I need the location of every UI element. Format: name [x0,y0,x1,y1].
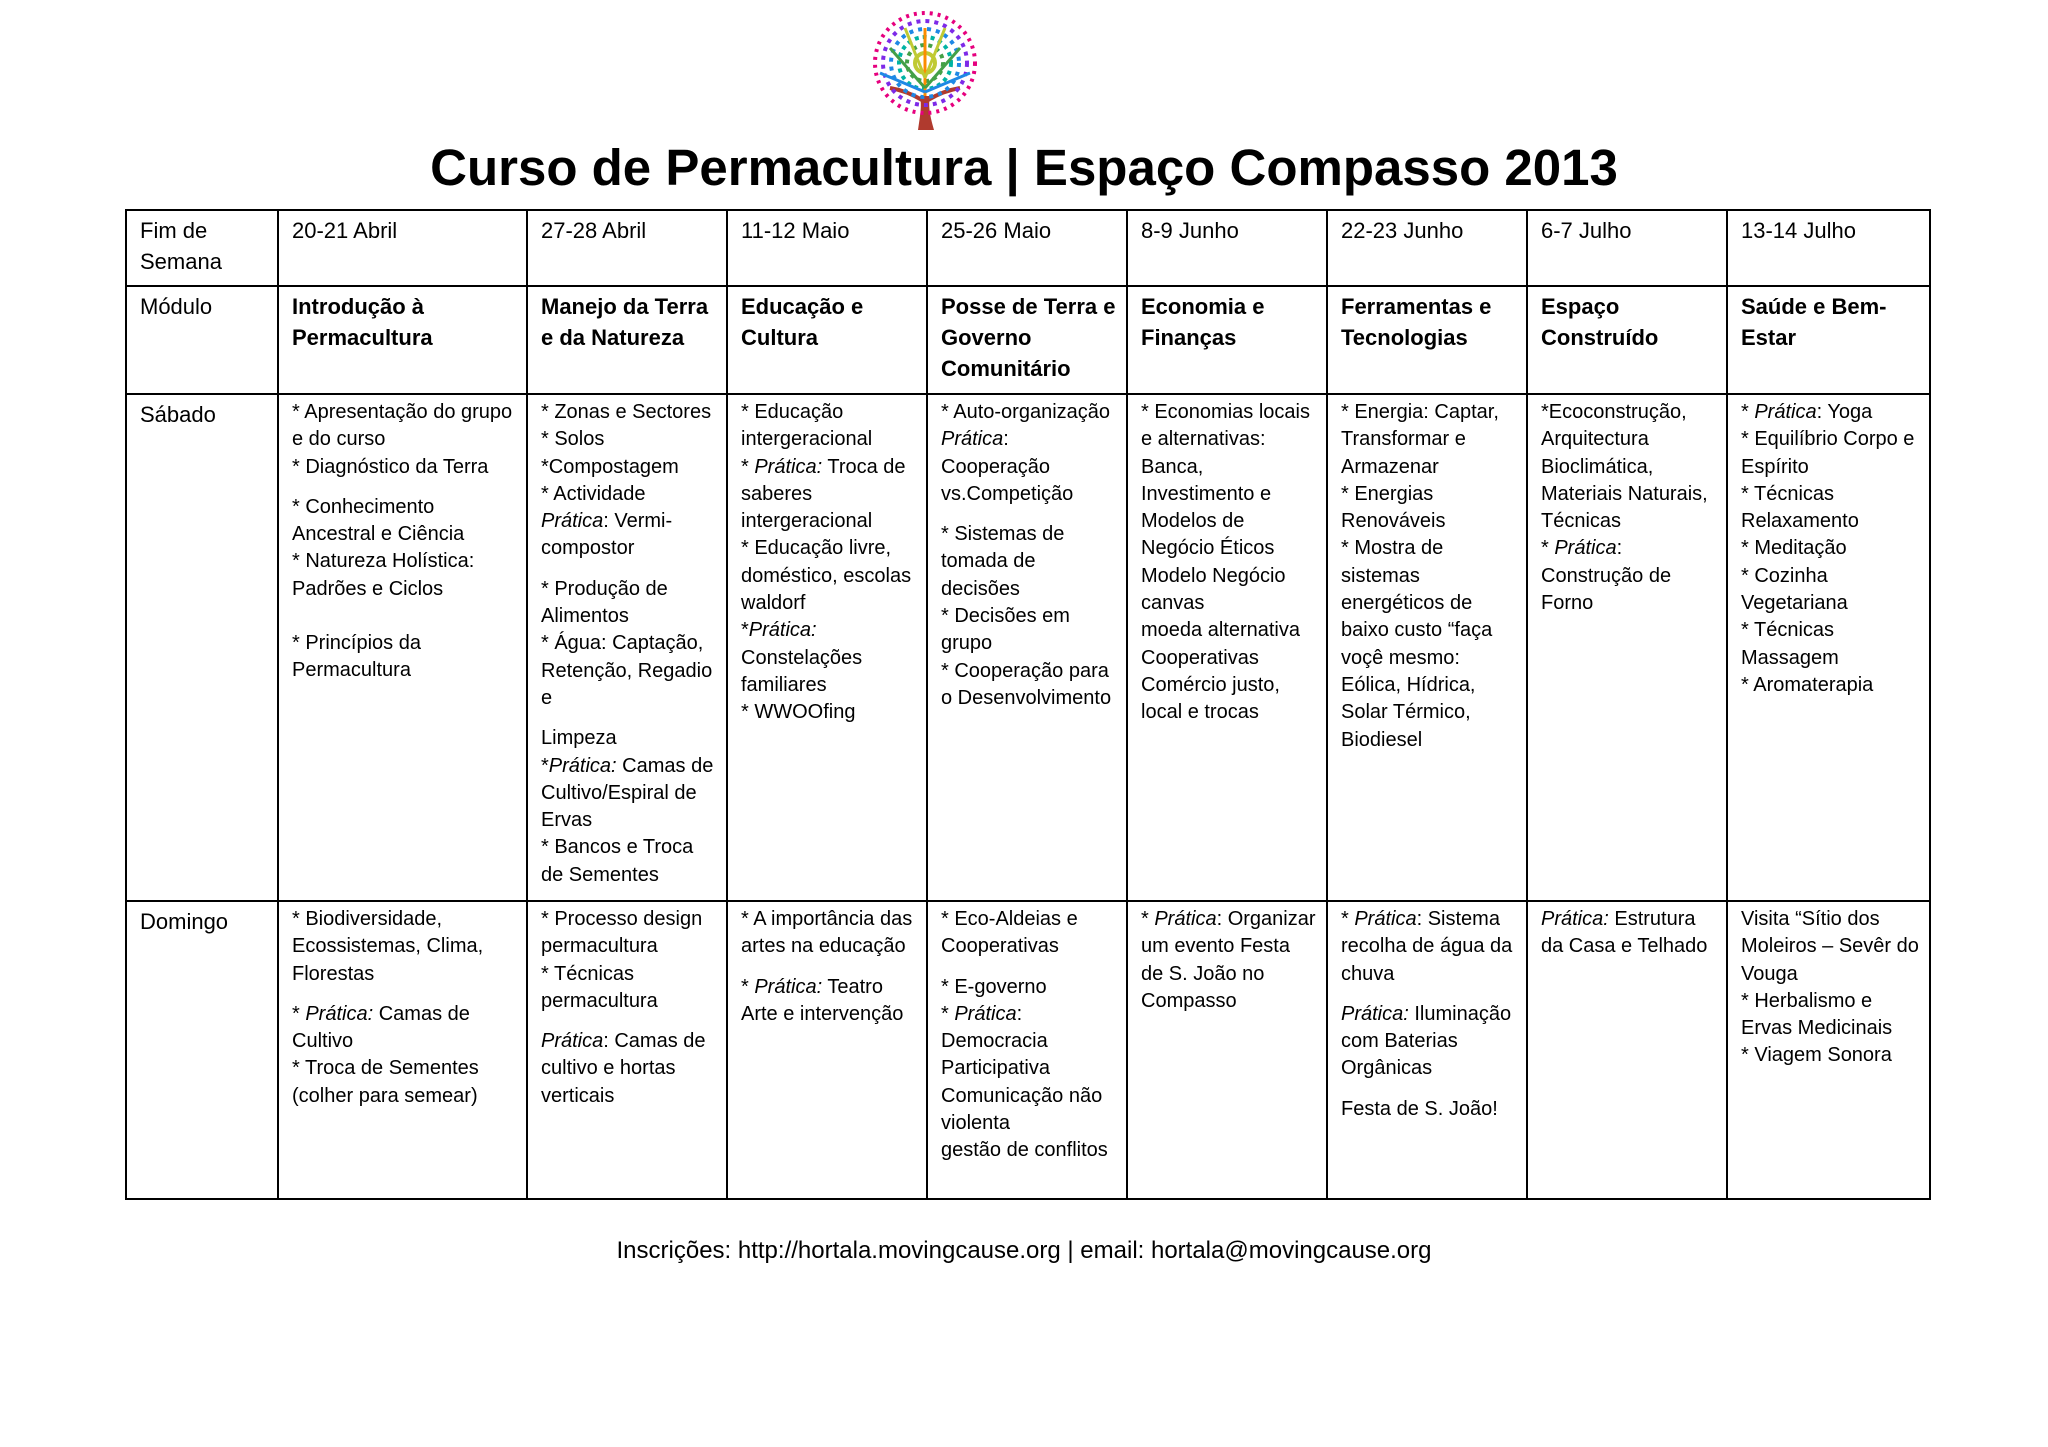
cell-line: * A importância das artes na educação [741,908,913,958]
saturday-cell [527,394,727,901]
cell-line: * Produção de Alimentos [541,577,668,628]
cell-line: * Conhecimento Ancestral e Ciência [292,495,465,546]
cell-line: * E-governo [941,975,1047,998]
cell-line: Comunicação não violenta [941,1084,1103,1135]
saturday-cell [1127,394,1327,901]
cell-line: * Herbalismo e Ervas Medicinais [1741,989,1893,1040]
saturday-cell [1727,394,1930,901]
cell-line: *Compostagem [541,455,679,478]
week-row-label: Fim de Semana [126,210,278,286]
cell-line: * Mostra de sistemas energéticos de baixo custo “faça voçê mesmo: Eólica, Hídrica, Solar Térmico, Biodiesel [1341,537,1493,751]
module-cell: Manejo da Terra e da Natureza [527,286,727,394]
sunday-cell [927,901,1127,1199]
cell-line: * Prática: [941,1002,1023,1025]
sunday-row [126,901,1930,1199]
cell-line: Comércio justo, local e trocas [1141,673,1280,724]
cell-line: Visita “Sítio dos Moleiros – Sevêr do Vouga [1741,908,1919,985]
module-cell: Educação e Cultura [727,286,927,394]
cell-line: Prática: Camas de cultivo e hortas verticais [541,1030,706,1107]
cell-line: * Zonas e Sectores [541,401,712,423]
cell-line: * Economias locais e alternativas: [1141,401,1310,451]
saturday-row-label: Sábado [126,394,278,901]
cell-line: * Apresentação do grupo e do curso [292,401,513,451]
cell-line: * Actividade [541,482,646,505]
cell-line: * Cozinha Vegetariana [1741,564,1848,615]
cell-line: Prática: Estrutura da Casa e Telhado [1541,908,1708,958]
cell-line: *Ecoconstrução, Arquitectura Bioclimática, Materiais Naturais, Técnicas [1541,401,1708,533]
cell-line: Modelo Negócio canvas [1141,564,1286,615]
cell-line: * Meditação [1741,537,1847,560]
cell-line: * Decisões em grupo [941,605,1070,655]
cell-line: * Técnicas Relaxamento [1741,482,1859,533]
cell-line: * Prática: Camas de Cultivo [292,1002,470,1053]
cell-line: * Troca de Sementes (colher para semear) [292,1057,479,1107]
cell-line: Prática: Iluminação com Baterias Orgânicas [1341,1002,1512,1080]
cell-line: * Energia: Captar, Transformar e Armazenar [1341,401,1499,478]
sunday-cell [1327,901,1527,1199]
module-cell: Saúde e Bem-Estar [1727,286,1930,394]
week-cell: 25-26 Maio [927,210,1127,286]
cell-line: Constelações familiares [741,646,863,696]
week-cell: 20-21 Abril [278,210,527,286]
cell-line: * Prática: Construção de Forno [1541,537,1672,615]
week-cell: 6-7 Julho [1527,210,1727,286]
cell-line: *Prática: Camas de Cultivo/Espiral de Ervas [541,754,714,832]
cell-line: * Educação livre, doméstico, escolas waldorf [741,537,912,615]
cell-line: Cooperação vs.Competição [941,455,1074,505]
module-cell: Espaço Construído [1527,286,1727,394]
cell-line: Cooperativas [1141,646,1259,669]
week-cell: 8-9 Junho [1127,210,1327,286]
cell-line: * Educação intergeracional [741,401,873,451]
cell-line: gestão de conflitos [941,1139,1108,1162]
saturday-cell [927,394,1127,901]
cell-line: Prática: Vermi-compostor [541,510,673,560]
cell-line: * WWOOfing [741,701,856,724]
sunday-cell [1727,901,1930,1199]
cell-line: Banca, [1141,455,1204,478]
tree-logo-icon [850,8,1000,130]
registration-footer: Inscrições: http://hortala.movingcause.org | email: hortala@movingcause.org [616,1237,1432,1264]
cell-line: Democracia Participativa [941,1030,1050,1080]
sunday-cell [727,901,927,1199]
cell-line: * Prática: Organizar um evento Festa de S. João no Compasso [1141,908,1316,1012]
saturday-cell [1327,394,1527,901]
cell-line: * Aromaterapia [1741,673,1874,696]
cell-line: * Processo design permacultura [541,908,703,958]
cell-line: * Cooperação para o Desenvolvimento [941,659,1112,709]
cell-line: * Auto-organização [941,401,1111,423]
week-row [126,210,1930,286]
saturday-row [126,394,1930,901]
module-cell: Ferramentas e Tecnologias [1327,286,1527,394]
cell-line: * Sistemas de tomada de decisões [941,523,1065,600]
sunday-row-label: Domingo [126,901,278,1199]
cell-line: * Técnicas Massagem [1741,619,1839,669]
saturday-cell [1527,394,1727,901]
cell-line: * Prática: Yoga [1741,401,1873,423]
module-cell: Posse de Terra e Governo Comunitário [927,286,1127,394]
module-row [126,286,1930,394]
cell-line: * Energias Renováveis [1341,482,1446,533]
cell-line: * Água: Captação, Retenção, Regadio e [541,632,713,709]
module-row-label: Módulo [126,286,278,394]
cell-line: * Princípios da Permacultura [292,632,421,682]
week-cell: 11-12 Maio [727,210,927,286]
module-cell: Economia e Finanças [1127,286,1327,394]
cell-line: *Prática: [741,619,817,642]
sunday-cell [278,901,527,1199]
module-cell: Introdução à Permacultura [278,286,527,394]
page-title: Curso de Permacultura | Espaço Compasso 2013 [430,139,1618,196]
cell-line: moeda alternativa [1141,619,1300,642]
saturday-cell [727,394,927,901]
cell-line: * Técnicas permacultura [541,962,658,1012]
cell-line: * Solos [541,428,605,451]
cell-line: * Diagnóstico da Terra [292,455,489,478]
sunday-cell [1127,901,1327,1199]
week-cell: 13-14 Julho [1727,210,1930,286]
week-cell: 22-23 Junho [1327,210,1527,286]
cell-line: Festa de S. João! [1341,1097,1498,1120]
sunday-cell [527,901,727,1199]
cell-line: * Eco-Aldeias e Cooperativas [941,908,1078,958]
sunday-cell [1527,901,1727,1199]
schedule-table [125,209,1931,1200]
cell-line: * Prática: Troca de saberes intergeracional [741,455,906,533]
cell-line: Prática: [941,428,1009,451]
cell-line: Limpeza [541,727,617,750]
cell-line: * Biodiversidade, Ecossistemas, Clima, Florestas [292,908,484,985]
cell-line: * Natureza Holística: Padrões e Ciclos [292,550,475,600]
cell-line: * Equilíbrio Corpo e Espírito [1741,428,1915,478]
cell-line: * Prática: Teatro Arte e intervenção [741,975,904,1025]
cell-line: * Viagem Sonora [1741,1044,1892,1067]
saturday-cell [278,394,527,901]
cell-line: * Prática: Sistema recolha de água da chuva [1341,908,1513,985]
cell-line: * Bancos e Troca de Sementes [541,836,694,886]
cell-line: Investimento e Modelos de Negócio Éticos [1141,482,1275,560]
week-cell: 27-28 Abril [527,210,727,286]
